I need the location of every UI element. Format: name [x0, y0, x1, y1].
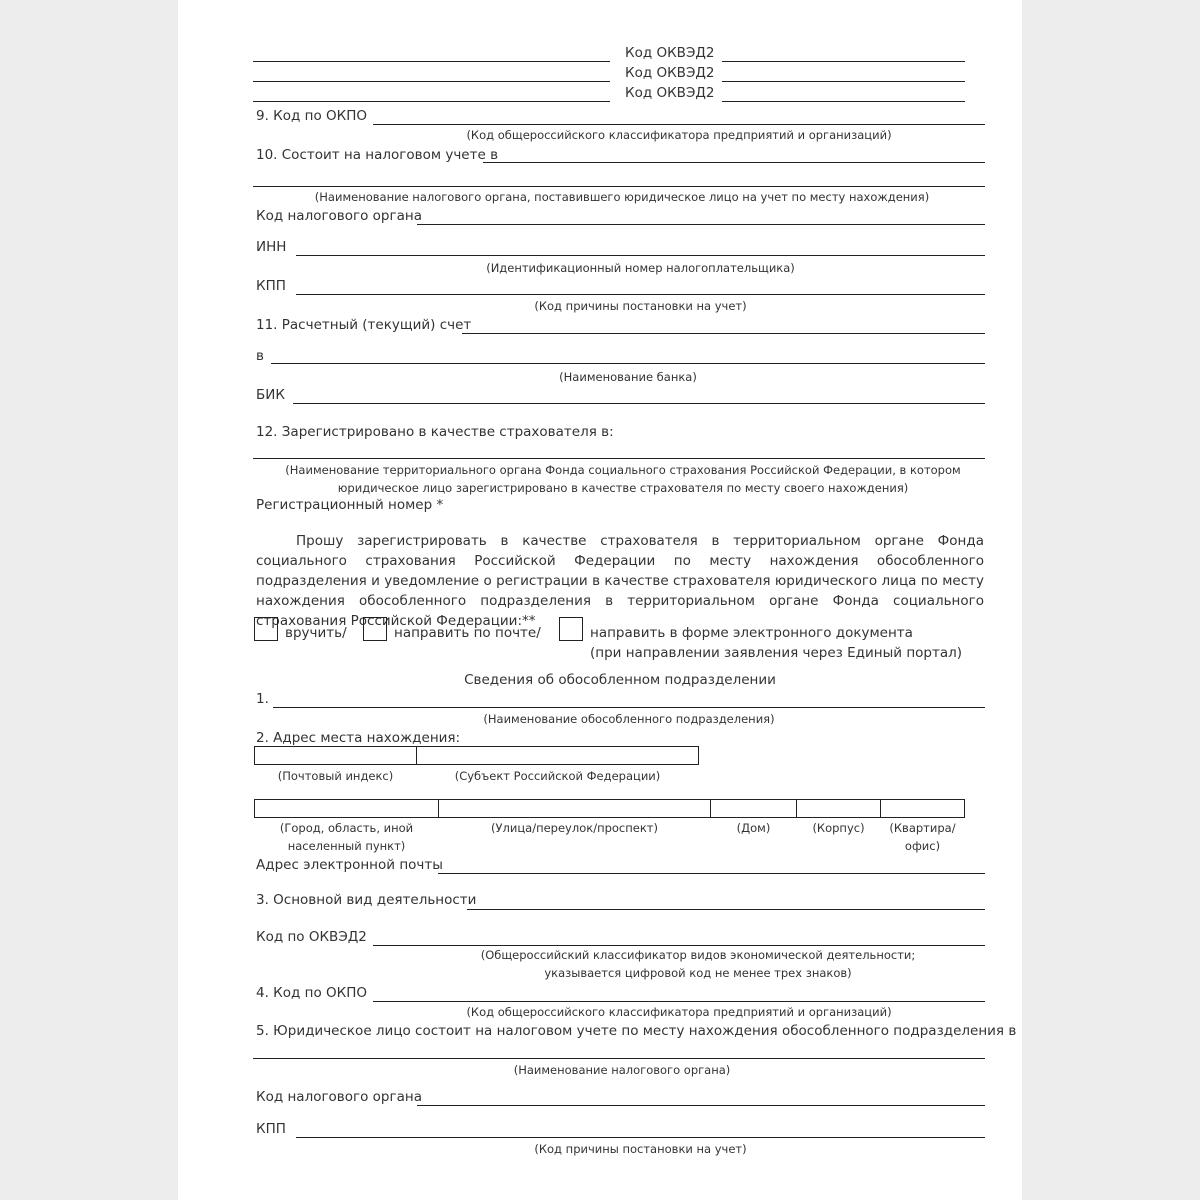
tax-registration-field[interactable] [483, 162, 985, 163]
insurer-registration-label: 12. Зарегистрировано в качестве страхователя в: [256, 424, 614, 440]
email-field[interactable] [438, 873, 985, 874]
branch-okpo-caption: (Код общероссийского классификатора предприятий и организаций) [466, 1005, 892, 1019]
branch-kpp-caption: (Код причины постановки на учет) [534, 1142, 747, 1156]
bank-prefix: в [256, 348, 264, 364]
house-caption: (Дом) [736, 821, 771, 835]
insurer-caption-line-2: юридическое лицо зарегистрировано в качестве страхователя по месту своего нахождения) [337, 481, 909, 495]
tax-authority-name-field[interactable] [253, 186, 985, 187]
insurer-authority-field[interactable] [253, 458, 985, 459]
branch-tax-authority-field[interactable] [253, 1058, 985, 1059]
okved-right-line-2[interactable] [722, 81, 965, 82]
bank-caption: (Наименование банка) [559, 370, 697, 384]
branch-okpo-field[interactable] [373, 1001, 985, 1002]
inn-label: ИНН [256, 239, 287, 255]
bik-field[interactable] [293, 403, 985, 404]
branch-tax-authority-caption: (Наименование налогового органа) [513, 1063, 731, 1077]
activity-field[interactable] [467, 909, 985, 910]
kpp-caption: (Код причины постановки на учет) [534, 299, 747, 313]
email-label: Адрес электронной почты [256, 857, 443, 873]
postal-code-caption: (Почтовый индекс) [277, 769, 394, 783]
checkbox-mail-delivery[interactable] [363, 617, 387, 641]
address-label: 2. Адрес места нахождения: [256, 730, 461, 746]
account-label: 11. Расчетный (текущий) счет [256, 317, 472, 333]
tax-code-field[interactable] [417, 224, 985, 225]
bik-label: БИК [256, 387, 285, 403]
okved-left-line-2[interactable] [253, 81, 610, 82]
option-electronic-note: (при направлении заявления через Единый портал) [590, 645, 963, 661]
request-paragraph [256, 531, 984, 631]
branch-tax-label: 5. Юридическое лицо состоит на налоговом учете по месту нахождения обособленного подразделения в [256, 1023, 1017, 1039]
tax-registration-label: 10. Состоит на налоговом учете в [256, 147, 499, 163]
option-electronic-label: направить в форме электронного документа [590, 625, 913, 641]
city-caption-line-1: (Город, область, иной [279, 821, 414, 835]
kpp-label: КПП [256, 278, 286, 294]
bank-name-field[interactable] [271, 363, 985, 364]
okpo-field[interactable] [373, 124, 985, 125]
okved-right-line-1[interactable] [722, 61, 965, 62]
inn-field[interactable] [296, 255, 985, 256]
okved-label-1: Код ОКВЭД2 [625, 45, 715, 61]
section-title: Сведения об обособленном подразделении [464, 672, 776, 688]
street-cell[interactable] [438, 799, 711, 818]
tax-code-label: Код налогового органа [256, 208, 422, 224]
city-caption-line-2: населенный пункт) [287, 839, 406, 853]
branch-name-label: 1. [256, 691, 269, 707]
checkbox-hand-delivery[interactable] [254, 617, 278, 641]
activity-label: 3. Основной вид деятельности [256, 892, 477, 908]
branch-tax-code-field[interactable] [417, 1105, 985, 1106]
tax-authority-caption: (Наименование налогового органа, поставившего юридическое лицо на учет по месту нахождения) [314, 190, 930, 204]
option-hand-delivery-label: вручить/ [285, 625, 347, 641]
street-caption: (Улица/переулок/проспект) [491, 821, 658, 835]
okpo-label: 9. Код по ОКПО [256, 108, 368, 124]
branch-okved-caption-line-1: (Общероссийский классификатор видов экономической деятельности; [480, 948, 916, 962]
okved-right-line-3[interactable] [722, 101, 965, 102]
branch-kpp-field[interactable] [296, 1137, 985, 1138]
branch-tax-code-label: Код налогового органа [256, 1089, 422, 1105]
checkbox-electronic-delivery[interactable] [559, 617, 583, 641]
branch-okpo-label: 4. Код по ОКПО [256, 985, 368, 1001]
registration-number-label: Регистрационный номер * [256, 497, 444, 513]
okved-label-3: Код ОКВЭД2 [625, 85, 715, 101]
apartment-caption-line-2: офис) [904, 839, 941, 853]
request-text: Прошу зарегистрировать в качестве страхователя в территориальном органе Фонда социального страхования Российской Федерации по месту нахождения обособленного подразделения и уведомление о регистрации в качестве страхователя юридического лица по месту нахождения обособленного подразделения в территориальном органе Фонда социального страхования Российской Федерации:** [256, 533, 984, 629]
apartment-caption-line-1: (Квартира/ [889, 821, 956, 835]
option-mail-delivery-label: направить по почте/ [394, 625, 541, 641]
region-caption: (Субъект Российской Федерации) [454, 769, 661, 783]
branch-kpp-label: КПП [256, 1121, 286, 1137]
inn-caption: (Идентификационный номер налогоплательщика) [486, 261, 795, 275]
building-caption: (Корпус) [812, 821, 865, 835]
okpo-caption: (Код общероссийского классификатора предприятий и организаций) [466, 128, 892, 142]
insurer-caption-line-1: (Наименование территориального органа Фонда социального страхования Российской Федерации, в котором [285, 463, 961, 477]
region-cell[interactable] [416, 746, 699, 765]
okved-left-line-3[interactable] [253, 101, 610, 102]
branch-okved-caption-line-2: указывается цифровой код не менее трех знаков) [544, 966, 852, 980]
postal-code-cell[interactable] [254, 746, 417, 765]
okved-label-2: Код ОКВЭД2 [625, 65, 715, 81]
okved-left-line-1[interactable] [253, 61, 610, 62]
branch-name-field[interactable] [273, 707, 985, 708]
branch-okved-label: Код по ОКВЭД2 [256, 929, 367, 945]
building-cell[interactable] [796, 799, 881, 818]
house-cell[interactable] [710, 799, 797, 818]
kpp-field[interactable] [296, 294, 985, 295]
apartment-cell[interactable] [880, 799, 965, 818]
branch-name-caption: (Наименование обособленного подразделения) [483, 712, 775, 726]
city-cell[interactable] [254, 799, 439, 818]
account-field[interactable] [462, 333, 985, 334]
